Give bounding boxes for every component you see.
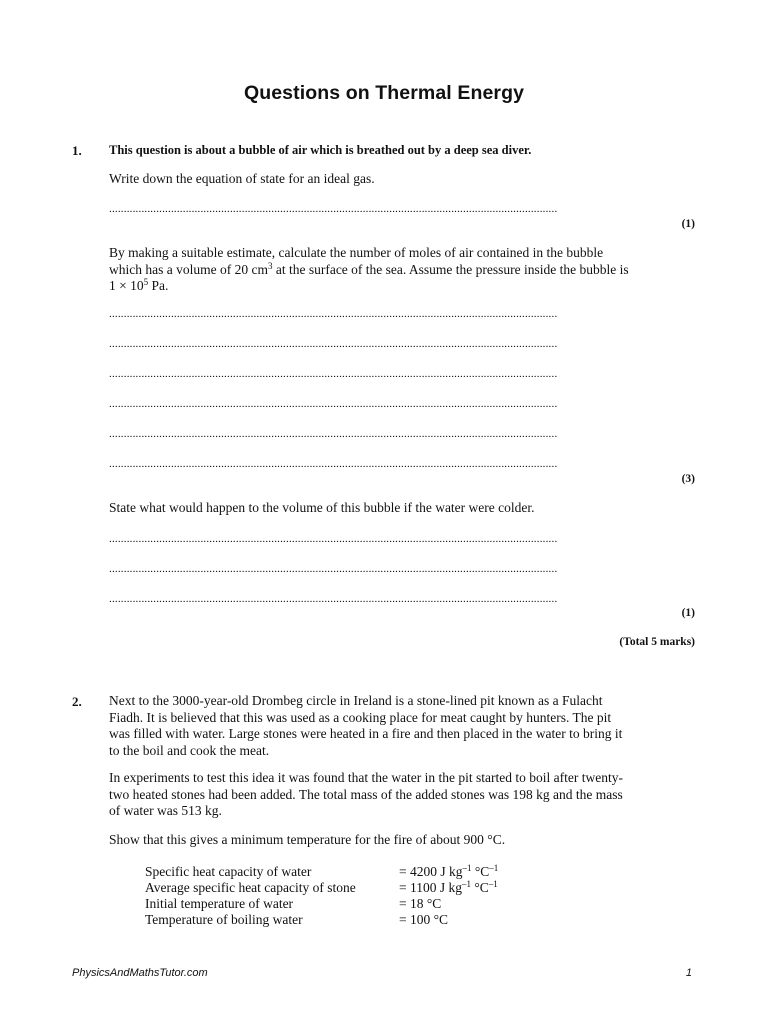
question-2-number: 2. [72,694,82,709]
text-line: Next to the 3000-year-old Drombeg circle in Ireland is a stone-lined pit known as a Fulacht [109,693,603,708]
marks-label: (1) [681,218,695,230]
total-marks: (Total 5 marks) [619,636,695,648]
constant-label: Specific heat capacity of water [145,864,312,879]
answer-line: ........................................................................................................................................................ [109,563,558,575]
question-2-paragraph-3: Show that this gives a minimum temperature for the fire of about 900 °C. [109,832,506,847]
constant-label: Average specific heat capacity of stone [145,880,356,895]
constant-value: = 18 °C [399,896,442,911]
marks-label: (3) [681,473,695,485]
text-line: Fiadh. It is believed that this was used as a cooking place for meat caught by hunters. The pit [109,709,612,725]
constants-row [145,912,498,928]
constants-table [145,864,498,928]
question-1b-line-3: $1 \times 10^5$ Pa. [109,277,169,293]
answer-line: ........................................................................................................................................................ [109,308,558,320]
footer-site: PhysicsAndMathsTutor.com [72,967,208,979]
constant-label: Temperature of boiling water [145,912,303,927]
question-2-paragraph-2 [109,770,669,820]
constant-value: = 4200 J $kg^{-1}$ $^\circ C^{-1}$ [399,863,499,879]
question-1-number: 1. [72,143,82,158]
text-line: to the boil and cook the meat. [109,742,270,758]
text-line: two heated stones had been added. The total mass of the added stones was 198 kg and the mass [109,786,623,802]
question-1a-text: Write down the equation of state for an ideal gas. [109,171,375,186]
question-1-intro: This question is about a bubble of air which is breathed out by a deep sea diver. [109,143,532,157]
text-line: In experiments to test this idea it was found that the water in the pit started to boil after twenty- [109,770,623,785]
answer-line: ........................................................................................................................................................ [109,398,558,410]
marks-label: (1) [681,607,695,619]
answer-line: ........................................................................................................................................................ [109,338,558,350]
constants-row [145,896,498,912]
constant-label: Initial temperature of water [145,896,294,911]
page-number: 1 [685,967,692,979]
constant-value: = 100 °C [399,912,449,927]
answer-line: ........................................................................................................................................................ [109,428,558,440]
question-1c-text: State what would happen to the volume of this bubble if the water were colder. [109,500,535,515]
constant-value: = 1100 J $kg^{-1}$ $^\circ C^{-1}$ [399,879,498,895]
text-line: was filled with water. Large stones were heated in a fire and then placed in the water to bring it [109,726,623,741]
question-1b-line-2: which has a volume of 20 $cm^3$ at the surface of the sea. Assume the pressure inside the bubble is [109,260,629,277]
text-line: of water was 513 kg. [109,803,222,818]
question-1b-line-1: By making a suitable estimate, calculate the number of moles of air contained in the bubble [109,245,604,260]
answer-line: ........................................................................................................................................................ [109,458,558,470]
question-2-paragraph-1 [109,693,669,759]
constants-row [145,864,498,880]
answer-line: ........................................................................................................................................................ [109,203,558,215]
constants-row [145,880,498,896]
answer-line: ........................................................................................................................................................ [109,368,558,380]
answer-line: ........................................................................................................................................................ [109,533,558,545]
answer-line: ........................................................................................................................................................ [109,593,558,605]
page-title: Questions on Thermal Energy [243,82,525,104]
question-1b-text [109,245,669,295]
